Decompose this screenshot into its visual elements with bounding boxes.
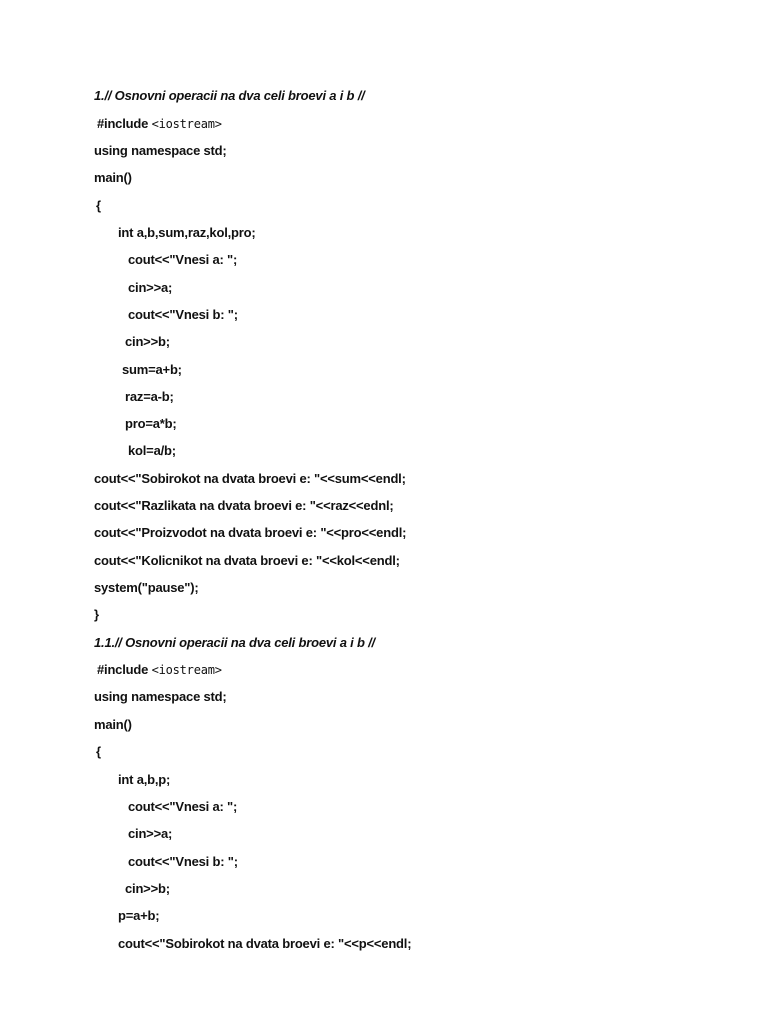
include-line <box>97 662 222 678</box>
code-line: cout<<"Vnesi b: "; <box>128 307 238 322</box>
code-line: cout<<"Sobirokot na dvata broevi e: "<<sum<<endl; <box>94 471 406 486</box>
code-line: using namespace std; <box>94 689 227 704</box>
code-line: cout<<"Razlikata na dvata broevi e: "<<raz<<ednl; <box>94 498 394 513</box>
code-line: cin>>a; <box>128 280 173 295</box>
code-line: using namespace std; <box>94 143 227 158</box>
code-line: cout<<"Vnesi a: "; <box>128 252 238 267</box>
section-1-heading: 1.// Osnovni operacii na dva celi broevi a i b // <box>94 88 365 103</box>
code-line: cout<<"Proizvodot na dvata broevi e: "<<pro<<endl; <box>94 525 407 540</box>
code-line: sum=a+b; <box>122 362 182 377</box>
include-directive: #include <box>97 116 149 131</box>
include-directive: #include <box>97 662 149 677</box>
code-line: { <box>96 744 101 759</box>
code-line: kol=a/b; <box>128 443 176 458</box>
code-line: p=a+b; <box>118 908 160 923</box>
code-line: main() <box>94 170 132 185</box>
code-line: cin>>b; <box>125 881 170 896</box>
include-header: <iostream> <box>151 117 222 131</box>
code-line: int a,b,sum,raz,kol,pro; <box>118 225 256 240</box>
include-header: <iostream> <box>151 663 222 677</box>
code-line: pro=a*b; <box>125 416 177 431</box>
code-line: { <box>96 198 101 213</box>
code-line: cin>>b; <box>125 334 170 349</box>
code-line: int a,b,p; <box>118 772 171 787</box>
code-line: system("pause"); <box>94 580 199 595</box>
section-2-heading: 1.1.// Osnovni operacii na dva celi broevi a i b // <box>94 635 375 650</box>
code-line: cout<<"Vnesi b: "; <box>128 854 238 869</box>
code-line: raz=a-b; <box>125 389 174 404</box>
code-line: cout<<"Vnesi a: "; <box>128 799 238 814</box>
code-line: cin>>a; <box>128 826 173 841</box>
code-line: main() <box>94 717 132 732</box>
code-line: cout<<"Kolicnikot na dvata broevi e: "<<kol<<endl; <box>94 553 400 568</box>
code-line: cout<<"Sobirokot na dvata broevi e: "<<p<<endl; <box>118 936 412 951</box>
code-line: } <box>94 607 99 622</box>
include-line <box>97 116 222 132</box>
